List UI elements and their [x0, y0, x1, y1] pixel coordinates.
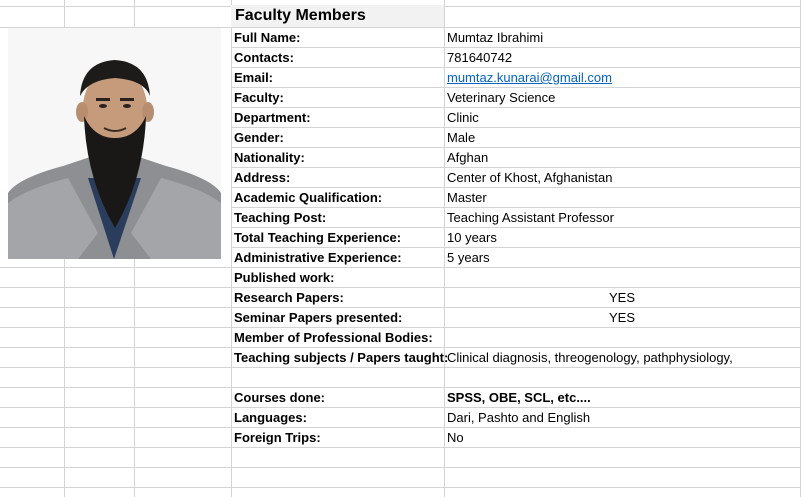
label-empty-row[interactable]	[231, 368, 234, 388]
value-professional-bodies[interactable]	[444, 328, 447, 348]
label-professional-bodies[interactable]: Member of Professional Bodies:	[234, 330, 433, 345]
grid-row-line	[0, 467, 801, 468]
label-administrative-experience[interactable]: Administrative Experience:	[234, 250, 402, 265]
value-contacts[interactable]: 781640742	[447, 50, 513, 65]
profile-photo[interactable]	[8, 28, 221, 259]
label-nationality[interactable]: Nationality:	[234, 150, 305, 165]
value-languages[interactable]: Dari, Pashto and English	[447, 410, 591, 425]
value-full-name[interactable]: Mumtaz Ibrahimi	[447, 30, 544, 45]
value-faculty[interactable]: Veterinary Science	[447, 90, 556, 105]
grid-row-line	[0, 487, 801, 488]
value-foreign-trips[interactable]: No	[447, 430, 464, 445]
label-published-work[interactable]: Published work:	[234, 270, 335, 285]
value-address[interactable]: Center of Khost, Afghanistan	[447, 170, 613, 185]
label-total-teaching-experience[interactable]: Total Teaching Experience:	[234, 230, 402, 245]
grid-row-line	[231, 127, 801, 128]
grid-row-line	[0, 387, 801, 388]
email-cell[interactable]	[444, 68, 612, 88]
grid-row-line	[0, 447, 801, 448]
value-total-teaching-experience[interactable]: 10 years	[447, 230, 497, 245]
value-courses-done[interactable]: SPSS, OBE, SCL, etc....	[447, 390, 591, 405]
value-administrative-experience[interactable]: 5 years	[447, 250, 490, 265]
label-academic-qualification[interactable]: Academic Qualification:	[234, 190, 383, 205]
label-research-papers[interactable]: Research Papers:	[234, 290, 344, 305]
grid-row-line	[231, 147, 801, 148]
value-teaching-post[interactable]: Teaching Assistant Professor	[447, 210, 614, 225]
label-faculty[interactable]: Faculty:	[234, 90, 284, 105]
value-teaching-subjects[interactable]: Clinical diagnosis, threogenology, pathphysiology,	[447, 350, 733, 365]
label-email[interactable]: Email:	[234, 70, 274, 85]
label-contacts[interactable]: Contacts:	[234, 50, 294, 65]
grid-row-line	[0, 407, 801, 408]
email-link[interactable]: mumtaz.kunarai@gmail.com	[447, 70, 612, 85]
label-teaching-subjects[interactable]: Teaching subjects / Papers taught:	[234, 350, 449, 365]
label-address[interactable]: Address:	[234, 170, 291, 185]
label-languages[interactable]: Languages:	[234, 410, 307, 425]
value-academic-qualification[interactable]: Master	[447, 190, 487, 205]
label-seminar-papers[interactable]: Seminar Papers presented:	[234, 310, 403, 325]
value-gender[interactable]: Male	[447, 130, 476, 145]
value-research-papers[interactable]: YES	[608, 290, 635, 305]
label-department[interactable]: Department:	[234, 110, 311, 125]
grid-row-line	[0, 427, 801, 428]
profile-photo-image	[8, 28, 221, 259]
label-foreign-trips[interactable]: Foreign Trips:	[234, 430, 321, 445]
value-published-work[interactable]	[444, 268, 447, 288]
label-full-name[interactable]: Full Name:	[234, 30, 301, 45]
value-department[interactable]: Clinic	[447, 110, 479, 125]
value-nationality[interactable]: Afghan	[447, 150, 489, 165]
label-gender[interactable]: Gender:	[234, 130, 284, 145]
sheet-title[interactable]: Faculty Members	[231, 5, 444, 27]
value-empty-row[interactable]	[444, 368, 447, 388]
value-seminar-papers[interactable]: YES	[608, 310, 635, 325]
label-courses-done[interactable]: Courses done:	[234, 390, 326, 405]
label-teaching-post[interactable]: Teaching Post:	[234, 210, 327, 225]
